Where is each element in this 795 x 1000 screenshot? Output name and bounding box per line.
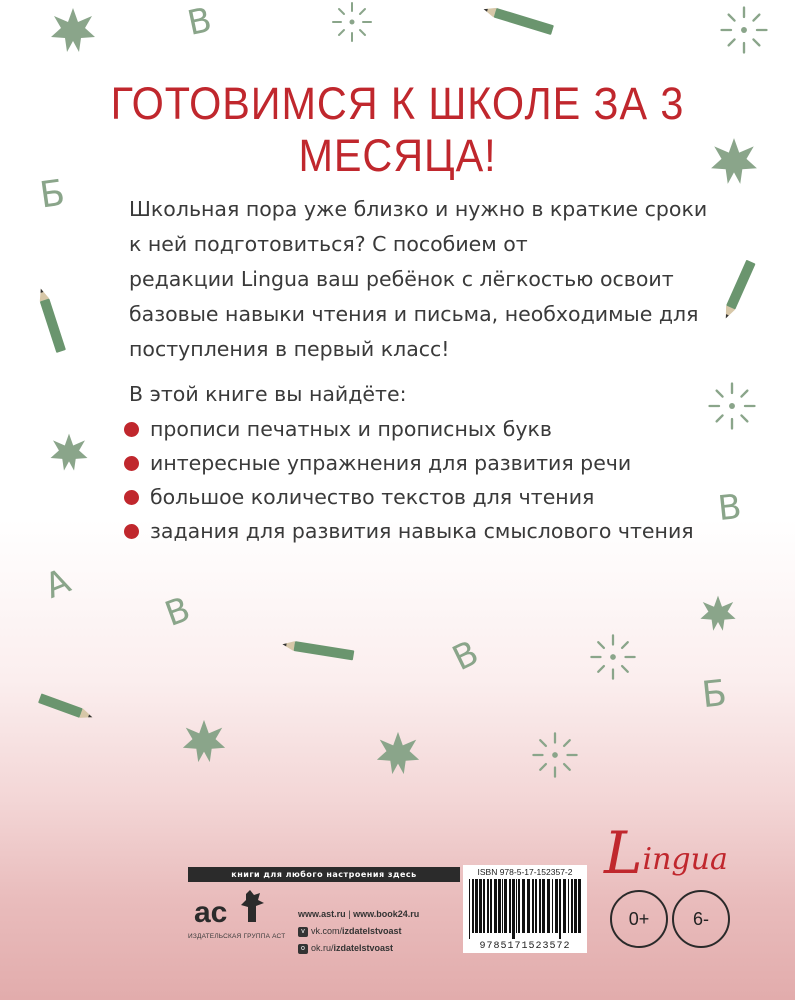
barcode-bar — [518, 879, 520, 933]
star-icon — [374, 730, 422, 778]
decor-letter: В — [446, 632, 485, 680]
intro-line: поступления в первый класс! — [129, 337, 450, 361]
pencil-icon — [38, 690, 96, 726]
features-list — [122, 412, 694, 548]
ast-logo-mark — [190, 888, 270, 930]
decor-letter: Б — [37, 172, 68, 217]
bullet-icon — [124, 490, 139, 505]
publisher-name: ИЗДАТЕЛЬСКАЯ ГРУППА АСТ — [188, 933, 286, 940]
pencil-icon — [716, 254, 760, 328]
barcode-bar — [512, 879, 515, 939]
barcode-bar — [469, 879, 470, 939]
feature-text: задания для развития навыка смыслового чтения — [150, 519, 694, 543]
website-link[interactable]: www.ast.ru — [298, 909, 346, 919]
star-icon — [48, 432, 90, 474]
star-icon — [698, 594, 738, 634]
star-icon — [180, 718, 228, 766]
barcode-bar — [516, 879, 517, 933]
lingua-rest: ingua — [642, 842, 728, 877]
intro-line: Школьная пора уже близко и нужно в краткие сроки — [129, 197, 708, 221]
age-rating-badge: 0+ — [610, 890, 668, 948]
svg-text:ac: ac — [194, 896, 228, 929]
feature-item — [122, 412, 694, 446]
vk-prefix: vk.com/ — [311, 926, 343, 936]
barcode-bar — [574, 879, 577, 933]
ok-prefix: ok.ru/ — [311, 943, 334, 953]
sparkle-icon — [330, 0, 374, 44]
barcode-bar — [475, 879, 478, 933]
barcode-bar — [490, 879, 492, 933]
decor-letter: В — [715, 486, 744, 530]
pencil-icon — [280, 634, 358, 666]
pencil-icon — [30, 282, 72, 358]
barcode-bar — [522, 879, 525, 933]
bullet-icon — [124, 422, 139, 437]
barcode-bar — [498, 879, 501, 933]
ok-handle: izdatelstvoast — [333, 943, 394, 953]
barcode-bar — [535, 879, 537, 933]
barcode-bar — [487, 879, 489, 933]
vk-line[interactable] — [298, 923, 419, 940]
barcode-bar — [479, 879, 482, 933]
bullet-icon — [124, 456, 139, 471]
website-line — [298, 906, 419, 923]
isbn-barcode — [463, 865, 587, 953]
ok-icon: o — [298, 944, 308, 954]
age-rating-badge: 6- — [672, 890, 730, 948]
book-title: ГОТОВИМСЯ К ШКОЛЕ ЗА 3 МЕСЯЦА! — [110, 78, 685, 181]
barcode-bar — [555, 879, 558, 933]
barcode-bar — [571, 879, 573, 933]
lingua-initial: L — [604, 819, 643, 887]
vk-handle: izdatelstvoast — [342, 926, 402, 936]
sparkle-icon — [588, 632, 638, 682]
barcode-bar — [552, 879, 553, 933]
feature-item — [122, 446, 694, 480]
sparkle-icon — [706, 380, 758, 432]
publisher-tagline: книги для любого настроения здесь — [188, 867, 460, 882]
feature-item — [122, 514, 694, 548]
barcode-bar — [527, 879, 530, 933]
lingua-logo — [604, 819, 728, 887]
intro-line: к ней подготовиться? С пособием от — [129, 232, 528, 256]
ast-logo — [190, 888, 270, 934]
separator: | — [348, 909, 351, 919]
decor-letter: В — [184, 0, 216, 44]
barcode-bar — [542, 879, 545, 933]
ean-number: 9785171523572 — [479, 941, 571, 952]
pencil-icon — [478, 4, 560, 36]
sparkle-icon — [530, 730, 580, 780]
decor-letter: В — [159, 589, 196, 635]
feature-item — [122, 480, 694, 514]
ok-line[interactable] — [298, 940, 419, 957]
barcode-bar — [472, 879, 474, 933]
star-icon — [48, 6, 98, 56]
vk-icon: v — [298, 927, 308, 937]
barcode-bar — [547, 879, 550, 933]
barcode-bar — [568, 879, 569, 933]
barcode-bar — [559, 879, 561, 939]
barcode-bar — [502, 879, 503, 933]
publisher-links — [298, 906, 419, 957]
feature-text: прописи печатных и прописных букв — [150, 417, 552, 441]
barcode-bars — [469, 879, 581, 939]
intro-line: редакции Lingua ваш ребёнок с лёгкостью освоит — [129, 267, 674, 291]
sparkle-icon — [718, 4, 770, 56]
decor-letter: А — [39, 561, 76, 607]
isbn-text: ISBN 978-5-17-152357-2 — [477, 867, 573, 877]
decor-letter: Б — [699, 672, 729, 717]
feature-text: большое количество текстов для чтения — [150, 485, 595, 509]
barcode-bar — [563, 879, 566, 933]
website-link[interactable]: www.book24.ru — [353, 909, 420, 919]
barcode-bar — [578, 879, 581, 933]
intro-line: базовые навыки чтения и письма, необходимые для — [129, 302, 699, 326]
intro-paragraph — [129, 192, 708, 367]
bullet-icon — [124, 524, 139, 539]
barcode-bar — [483, 879, 485, 933]
features-heading: В этой книге вы найдёте: — [129, 382, 407, 406]
barcode-bar — [504, 879, 507, 933]
barcode-bar — [532, 879, 534, 933]
barcode-bar — [539, 879, 541, 933]
barcode-bar — [509, 879, 511, 933]
barcode-bar — [494, 879, 497, 933]
feature-text: интересные упражнения для развития речи — [150, 451, 632, 475]
